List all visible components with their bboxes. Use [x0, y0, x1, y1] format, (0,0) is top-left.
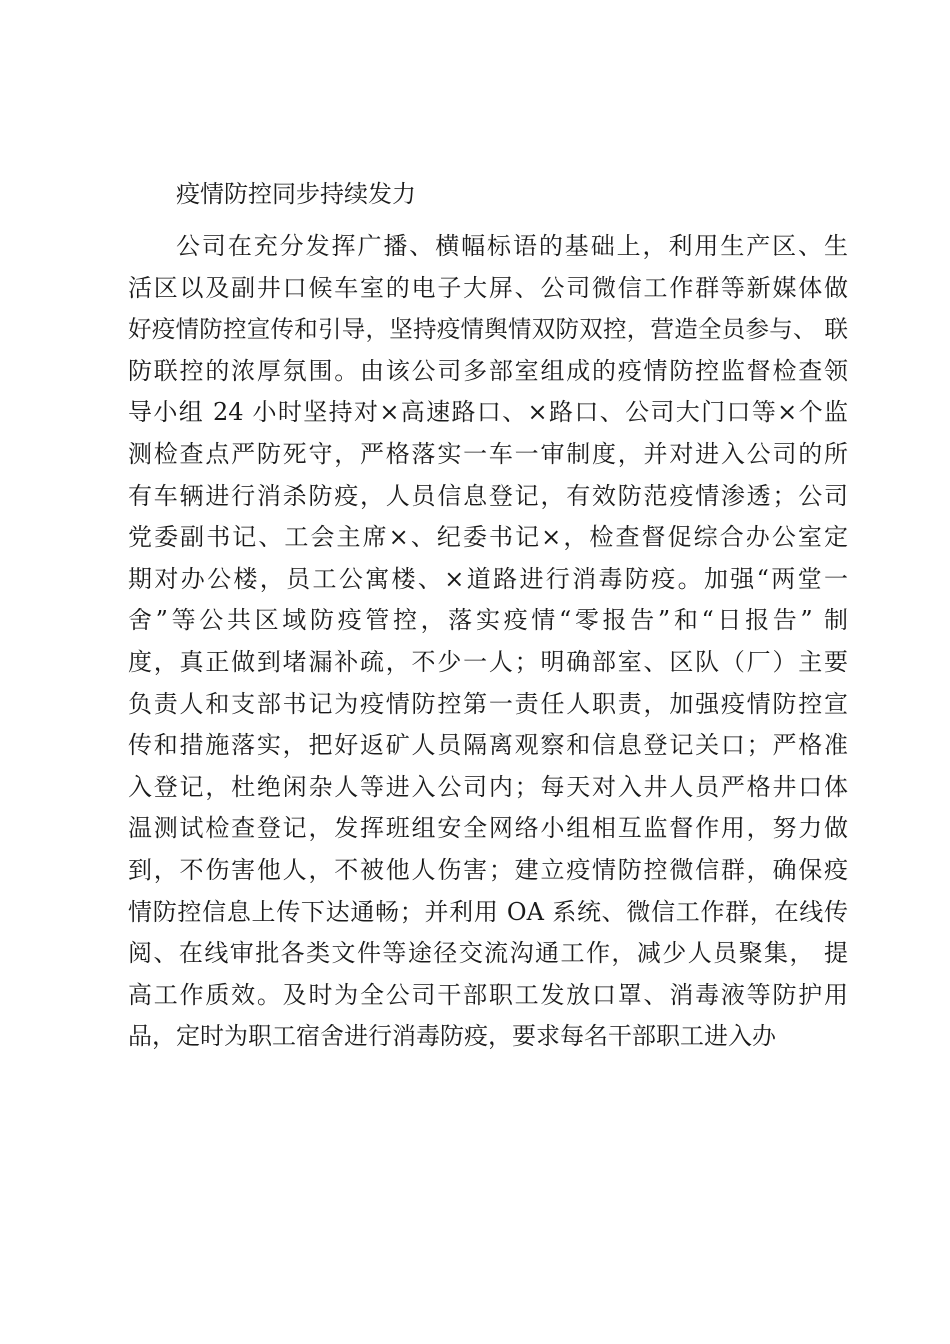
paragraph-line: 入登记，杜绝闲杂人等进入公司内；每天对入井人员严格井口体 [128, 772, 848, 801]
paragraph-line: 情防控信息上传下达通畅；并利用 OA 系统、微信工作群，在线传 [128, 897, 848, 926]
section-heading: 疫情防控同步持续发力 [176, 180, 416, 208]
paragraph-line: 度，真正做到堵漏补疏，不少一人；明确部室、区队（厂）主要 [128, 647, 848, 676]
paragraph-line: 高工作质效。及时为全公司干部职工发放口罩、消毒液等防护用 [128, 980, 848, 1009]
paragraph-line: 传和措施落实，把好返矿人员隔离观察和信息登记关口；严格准 [128, 731, 848, 760]
paragraph-line: 好疫情防控宣传和引导，坚持疫情舆情双防双控，营造全员参与、 联 [128, 315, 848, 344]
paragraph-line: 品，定时为职工宿舍进行消毒防疫，要求每名干部职工进入办 [128, 1022, 776, 1051]
body-paragraph [128, 226, 848, 1058]
paragraph-line: 负责人和支部书记为疫情防控第一责任人职责，加强疫情防控宣 [128, 689, 848, 718]
paragraph-line: 公司在充分发挥广播、横幅标语的基础上，利用生产区、生 [176, 232, 848, 260]
paragraph-line: 导小组 24 小时坚持对×高速路口、×路口、公司大门口等×个监 [128, 398, 848, 427]
paragraph-line: 有车辆进行消杀防疫，人员信息登记，有效防范疫情渗透；公司 [128, 481, 848, 510]
paragraph-line: 党委副书记、工会主席×、纪委书记×，检查督促综合办公室定 [128, 523, 848, 552]
paragraph-line: 测检查点严防死守，严格落实一车一审制度，并对进入公司的所 [128, 439, 848, 468]
paragraph-line: 防联控的浓厚氛围。由该公司多部室组成的疫情防控监督检查领 [128, 356, 848, 385]
paragraph-line: 阅、在线审批各类文件等途径交流沟通工作，减少人员聚集， 提 [128, 939, 848, 968]
paragraph-line: 活区以及副井口候车室的电子大屏、公司微信工作群等新媒体做 [128, 273, 848, 302]
paragraph-line: 温测试检查登记，发挥班组安全网络小组相互监督作用，努力做 [128, 814, 848, 843]
paragraph-line: 期对办公楼，员工公寓楼、×道路进行消毒防疫。加强“两堂一 [128, 564, 848, 593]
paragraph-line: 到，不伤害他人，不被他人伤害；建立疫情防控微信群，确保疫 [128, 855, 848, 884]
paragraph-line: 舍”等公共区域防疫管控，落实疫情“零报告”和“日报告” 制 [128, 606, 848, 635]
